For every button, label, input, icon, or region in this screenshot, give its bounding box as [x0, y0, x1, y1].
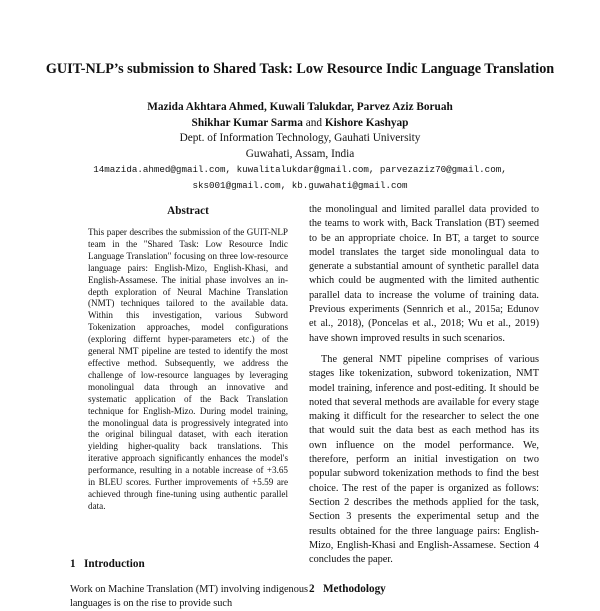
authors-line-2	[40, 116, 560, 132]
methodology-heading	[309, 583, 386, 595]
right-column	[309, 203, 539, 574]
author-block	[40, 100, 560, 193]
intro-heading	[70, 558, 145, 570]
intro-title: Introduction	[83, 558, 145, 570]
methodology-title: Methodology	[322, 583, 386, 595]
right-paragraph-2: The general NMT pipeline comprises of various stages like tokenization, subword tokenization, NMT model training, inference and post-editing. It should be noted that several methods are available for every stage making it difficult for the researcher to select the one that would suit the data best as each method has its own influence on the model performance. We, therefore, perform an initial investigation on two popular subword tokenization methods to find the best choice. The rest of the paper is organized as follows: Section 2 describes the methods applied for the task, Section 3 presents the experimental setup and the results obtained for the three language pairs: English-Mizo, English-Khasi and English-Assamese. Section 4 concludes the paper.	[309, 353, 539, 566]
location: Guwahati, Assam, India	[245, 147, 355, 160]
methodology-number: 2	[309, 583, 315, 595]
intro-text: Work on Machine Translation (MT) involving indigenous languages is on the rise to provide such	[70, 584, 308, 609]
authors-line-1: Mazida Akhtara Ahmed, Kuwali Talukdar, Parvez Aziz Boruah	[147, 101, 453, 113]
affiliation: Dept. of Information Technology, Gauhati University	[179, 132, 421, 144]
abstract-heading: Abstract	[167, 205, 209, 217]
abstract-text: This paper describes the submission of the GUIT-NLP team in the "Shared Task: Low Resource Indic Language Translation" focusing on three low-resource language pairs: English-Mizo, English-Khasi, and English-Assamese. The initial phase involves an in-depth exploration of Neural Machine Translation (NMT) techniques tailored to the available data. Within this investigation, various Subword Tokenization approaches, model configurations (exploring differnt hyper-parameters etc.) of the general NMT pipeline are tested to identify the most effective method. Subsequently, we address the challenge of low-resource languages by leveraging monolingual data through an innovative and systematic application of the Back Translation technique for English-Mizo. During model training, the monolingual data is progressively integrated into the original bilingual dataset, with each iteration yielding higher-quality back translations. This iterative approach significantly enhances the model's performance, resulting in a notable increase of +3.65 in BLEU scores. Further improvements of +5.59 are achieved through fine-tuning using authentic parallel data.	[88, 227, 288, 511]
emails-line-2: sks001@gmail.com, kb.guwahati@gmail.com	[192, 179, 408, 191]
right-paragraph-1: the monolingual and limited parallel data provided to the teams to work with, Back Translation (BT) seemed to be an appropriate choice. In BT, a target to source model translates the target side monolingual data to generate a substantial amount of synthetic parallel data which could be augmented with the limited authentic parallel data to increase the volume of training data. Previous experiments (Sennrich et al., 2015a; Edunov et al., 2018), (Poncelas et al., 2018; Wu et al., 2019) have shown improved results in such scenarios.	[309, 204, 539, 344]
author-sarma: Shikhar Kumar Sarma	[191, 116, 303, 129]
intro-number: 1	[70, 558, 76, 570]
author-kashyap: Kishore Kashyap	[324, 116, 409, 129]
emails-line-1: 14mazida.ahmed@gmail.com, kuwalitalukdar@gmail.com, parvezaziz70@gmail.com,	[93, 164, 507, 175]
authors-and: and	[305, 116, 323, 129]
paper-title: GUIT-NLP’s submission to Shared Task: Low Resource Indic Language Translation	[45, 61, 555, 77]
